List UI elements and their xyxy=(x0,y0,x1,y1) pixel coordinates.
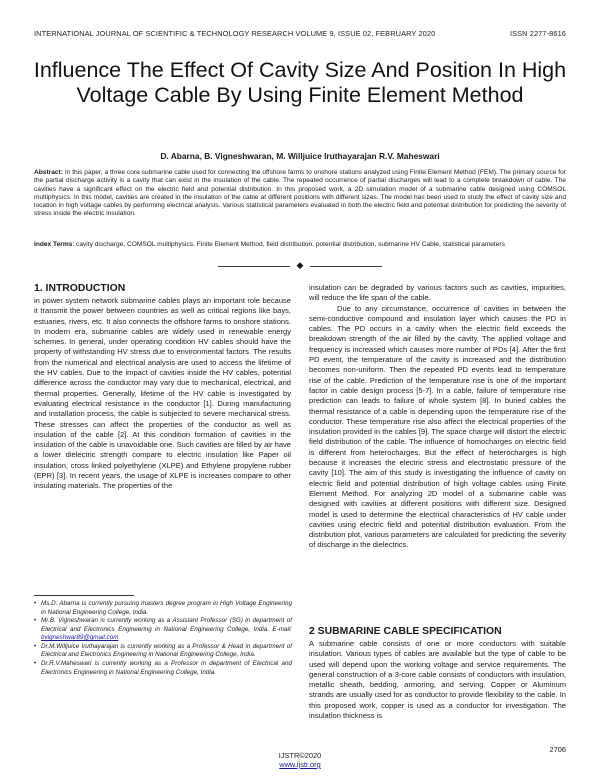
footer-journal: IJSTR©2020 xyxy=(278,751,322,760)
bullet-icon: • xyxy=(34,617,37,625)
section-2-paragraph: A submarine cable consists of one or more conductors with suitable insulation. Various types of cables are available but the type of cable to be used will depend upon the working voltage and service requirements. The general construction of a 3-core cable consists of conductors with insulation, metallic sheath, bedding, armoring, and serving. Copper or Aluminum strands are usually used for as conductor to provide flexibility to the cable. In this proposed work, copper is used as a conductor for investigation. The insulation thickness is xyxy=(309,639,566,721)
intro-paragraph-3: Due to any circumstance, occurrence of cavities in between the semi-conductive compound and insulation layer which causes the PD in cables. The PD occurs in a cavity when the electric field exceeds the breakdown strength of the air filled by the cavity. The applied voltage and frequency is increased which causes more number of PDs [4]. After the first PD event, the temperature of the cavity is increased and the distribution becomes non-uniform. Then the repeated PD events lead to temperature rise of the cable. Prediction of the temperature rise is one of the important factor in cable design process [5-7]. In a cable, failure of temperature rise prediction can leads to failure of whole system [8]. In buried cables the thermal resistance of a cable is depending upon the temperature rise of the conductor. These temperature rise also affect the electrical properties of the insulation provided in the cables [9]. The space charge will distort the electric field distribution of the cable. The influence of homocharges on electric field is different from heterocharges. But the effect of heterocharges is high because it increases the electric stress and electrostatic pressure of the cavity [10]. The aim of this study is investigating the influence of cavity on electric field and potential distribution of high voltage cables using Finite Element Method. For analyzing 2D model of a submarine cable was designed with cavities at different positions with different size. Designed model is used to determine the electrical characteristics of HV cable under cavities using electric field and potential distribution evaluation. From the distribution plot, various parameters are calculated for predicting the severity of discharge in the dielectrics. xyxy=(309,303,566,550)
abstract xyxy=(34,169,566,219)
section-2-body xyxy=(309,639,566,721)
footnote-item: • Mr.B. Vigneshwaran is currently working as a Assistant Professor (SG) in department of Electrical and Electronics Engineering in National Engineering College, India. E-mail: bvigneshwar89@gmail.com xyxy=(34,617,292,642)
author-footnotes xyxy=(34,600,292,677)
bullet-icon: • xyxy=(34,600,37,607)
bullet-icon: • xyxy=(34,660,37,668)
index-terms-label: Index Terms xyxy=(34,241,73,248)
footnote-item: • Dr.M.Willjuice Iruthayarajan is currently working as a Professor & Head in department of Electrical and Electronics Engineering in National Engineering College, India. xyxy=(34,642,292,659)
section-2-heading: 2 SUBMARINE CABLE SPECIFICATION xyxy=(309,626,502,637)
index-terms-text: : cavity discharge, COMSOL multiphysics, Finite Element Method, field distribution, potential distribution, submarine HV Cable, statistical parameters xyxy=(72,241,505,248)
intro-column-1 xyxy=(34,296,291,492)
abstract-label: Abstract: xyxy=(34,169,63,176)
issn-header: ISSN 2277-8616 xyxy=(509,29,566,38)
author-list: D. Abarna, B. Vigneshwaran, M. Willjuice Iruthayarajan R.V. Maheswari xyxy=(160,151,440,161)
paper-title: Influence The Effect Of Cavity Size And Position In High Voltage Cable By Using Finite Element Method xyxy=(33,58,567,107)
footnote-item: • Ms.D. Abarna is currently pursuing masters degree program in High Voltage Engineering in National Engineering College, India. xyxy=(34,600,292,616)
footnote-item: • Dr.R.V.Maheswari is currently working as a Professor in department of Electrical and Electronics Engineering in National Engineering College, India. xyxy=(34,660,292,676)
journal-header: INTERNATIONAL JOURNAL OF SCIENTIFIC & TECHNOLOGY RESEARCH VOLUME 9, ISSUE 02, FEBRUARY 2020 xyxy=(34,29,436,38)
intro-paragraph-1: in power system network submarine cables plays an important role because it transmit the power between countries as well as critical regions like bays, estuaries, rivers, etc. It also connects the offshore farms to onshore stations. In modern era, submarine cables are widely used in renewable energy schemes. In general, under operating condition HV cables should have the property of withstanding HV stress due to environmental factors. The results from the numerical and electrical analysis are used to access the lifetime of the HV cables. Due to the impact of cavities inside the HV cables, potential difference across the conductor may vary due to mechanical, electrical, and thermal properties. Generally, lifetime of the HV cable is investigated by evaluating electrical resistance in the conductor [1]. During manufacturing and installation process, the cable is subjected to severe mechanical stress. These stresses can affect the properties of the conductor as well as insulation of the cable [2]. At this condition formation of cavities in the insulation of the cable is unavoidable one. Such cavities are filled by air have a lower dielectric strength compare to electric insulation like Paper oil insulation, cross linked polyethylene (XLPE) and Ethylene propylene rubber (EPR) [3]. In recent years, the usage of XLPE is increases compare to other insulating materials. The properties of the xyxy=(34,296,291,491)
index-terms xyxy=(34,241,566,249)
author-email-link[interactable]: bvigneshwar89@gmail.com xyxy=(41,634,119,642)
abstract-text: In this paper, a three core submarine cable used for connecting the offshore farms to onshore stations analyzed using Finite Element Method (FEM). The primary source for the partial discharge activity is a cavity that can exist in the insulation of the cable. The repeated occurrence of partial discharges will lead to a complete breakdown of cable. The cavities have a significant effect on the electric field and potential distribution. In this proposed work, a 2D simulation model of a submarine cable designed using COMSOL multiphysics. In this model, cavities are created in the insulation of the cable at different positions with different sizes. The model has been used to study the effect of cavity size and location in high voltage cables by performing electrical analysis. Various statistical parameters evaluated in both the electric field and potential distribution for predicting the severity of stress inside the electric insulation. xyxy=(34,169,566,218)
page-number: 2706 xyxy=(549,745,566,754)
intro-paragraph-2: insulation can be degraded by various factors such as cavities, impurities, will reduce the life span of the cable. xyxy=(309,283,566,303)
journal-website-link[interactable]: www.ijstr.org xyxy=(279,760,321,769)
section-divider xyxy=(218,261,382,271)
section-1-heading: 1. INTRODUCTION xyxy=(34,283,126,294)
bullet-icon: • xyxy=(34,642,37,650)
diamond-icon: ◆ xyxy=(296,260,304,270)
footer-url xyxy=(0,760,600,769)
footnote-rule xyxy=(34,595,134,596)
intro-column-2 xyxy=(309,283,566,551)
